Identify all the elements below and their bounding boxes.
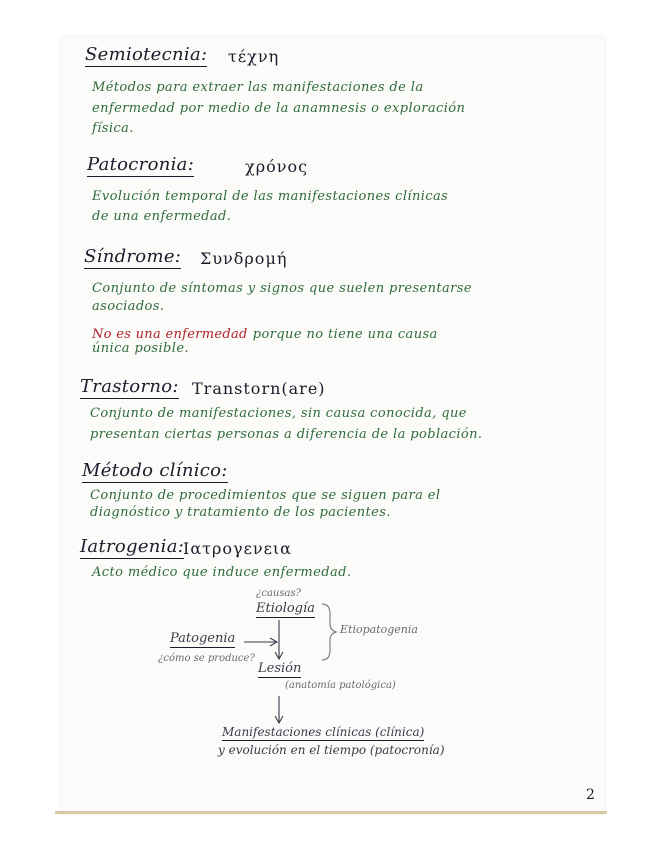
- definition-line: física.: [92, 121, 134, 136]
- term-patocronia: Patocronia:: [87, 154, 195, 175]
- manifestaciones-label: Manifestaciones clínicas (clínica): [222, 725, 425, 739]
- term-semiotecnia: Semiotecnia:: [85, 44, 208, 65]
- greek-trastorno: Transtorn(are): [192, 379, 326, 398]
- lesion-note: (anatomía patológica): [285, 680, 396, 691]
- brace-etiopatogenia: [322, 604, 336, 660]
- patogenia-label: Patogenia: [170, 631, 236, 646]
- definition-line: presentan ciertas personas a diferencia de la población.: [90, 427, 483, 442]
- definition-line: diagnóstico y tratamiento de los pacientes.: [90, 505, 391, 520]
- definition-line: Conjunto de síntomas y signos que suelen presentarse: [92, 281, 472, 296]
- note-line-2: única posible.: [92, 341, 189, 356]
- term-metodo-clinico: Método clínico:: [82, 460, 228, 481]
- definition-line: Acto médico que induce enfermedad.: [92, 565, 352, 580]
- lesion-label: Lesión: [258, 661, 302, 676]
- definition-line: enfermedad por medio de la anamnesis o exploración: [92, 101, 466, 116]
- greek-iatrogenia: Ιατρογενεια: [183, 539, 292, 558]
- note-rest-text: porque no tiene una causa: [252, 327, 438, 342]
- definition-line: Conjunto de procedimientos que se siguen para el: [90, 488, 441, 503]
- definition-line: de una enfermedad.: [92, 209, 232, 224]
- definition-line: Métodos para extraer las manifestaciones de la: [92, 80, 424, 95]
- term-sindrome: Síndrome:: [84, 246, 182, 267]
- patogenia-note: ¿cómo se produce?: [158, 653, 255, 664]
- etiopatogenia-label: Etiopatogenia: [340, 623, 418, 636]
- definition-line: Evolución temporal de las manifestaciones clínicas: [92, 189, 449, 204]
- definition-line: Conjunto de manifestaciones, sin causa conocida, que: [90, 406, 467, 421]
- greek-patocronia: χρόνος: [245, 157, 309, 176]
- greek-semiotecnia: τέχνη: [228, 47, 280, 66]
- note-red-text: No es una enfermedad: [92, 327, 248, 342]
- term-iatrogenia: Iatrogenia:: [80, 536, 185, 557]
- page-number: 2: [586, 787, 595, 803]
- definition-line: asociados.: [92, 299, 165, 314]
- greek-sindrome: Συνδρομή: [200, 249, 288, 268]
- term-trastorno: Trastorno:: [80, 376, 179, 397]
- etiologia-label: Etiología: [256, 601, 315, 616]
- causes-note: ¿causas?: [256, 588, 301, 599]
- evolucion-label: y evolución en el tiempo (patocronía): [218, 743, 445, 757]
